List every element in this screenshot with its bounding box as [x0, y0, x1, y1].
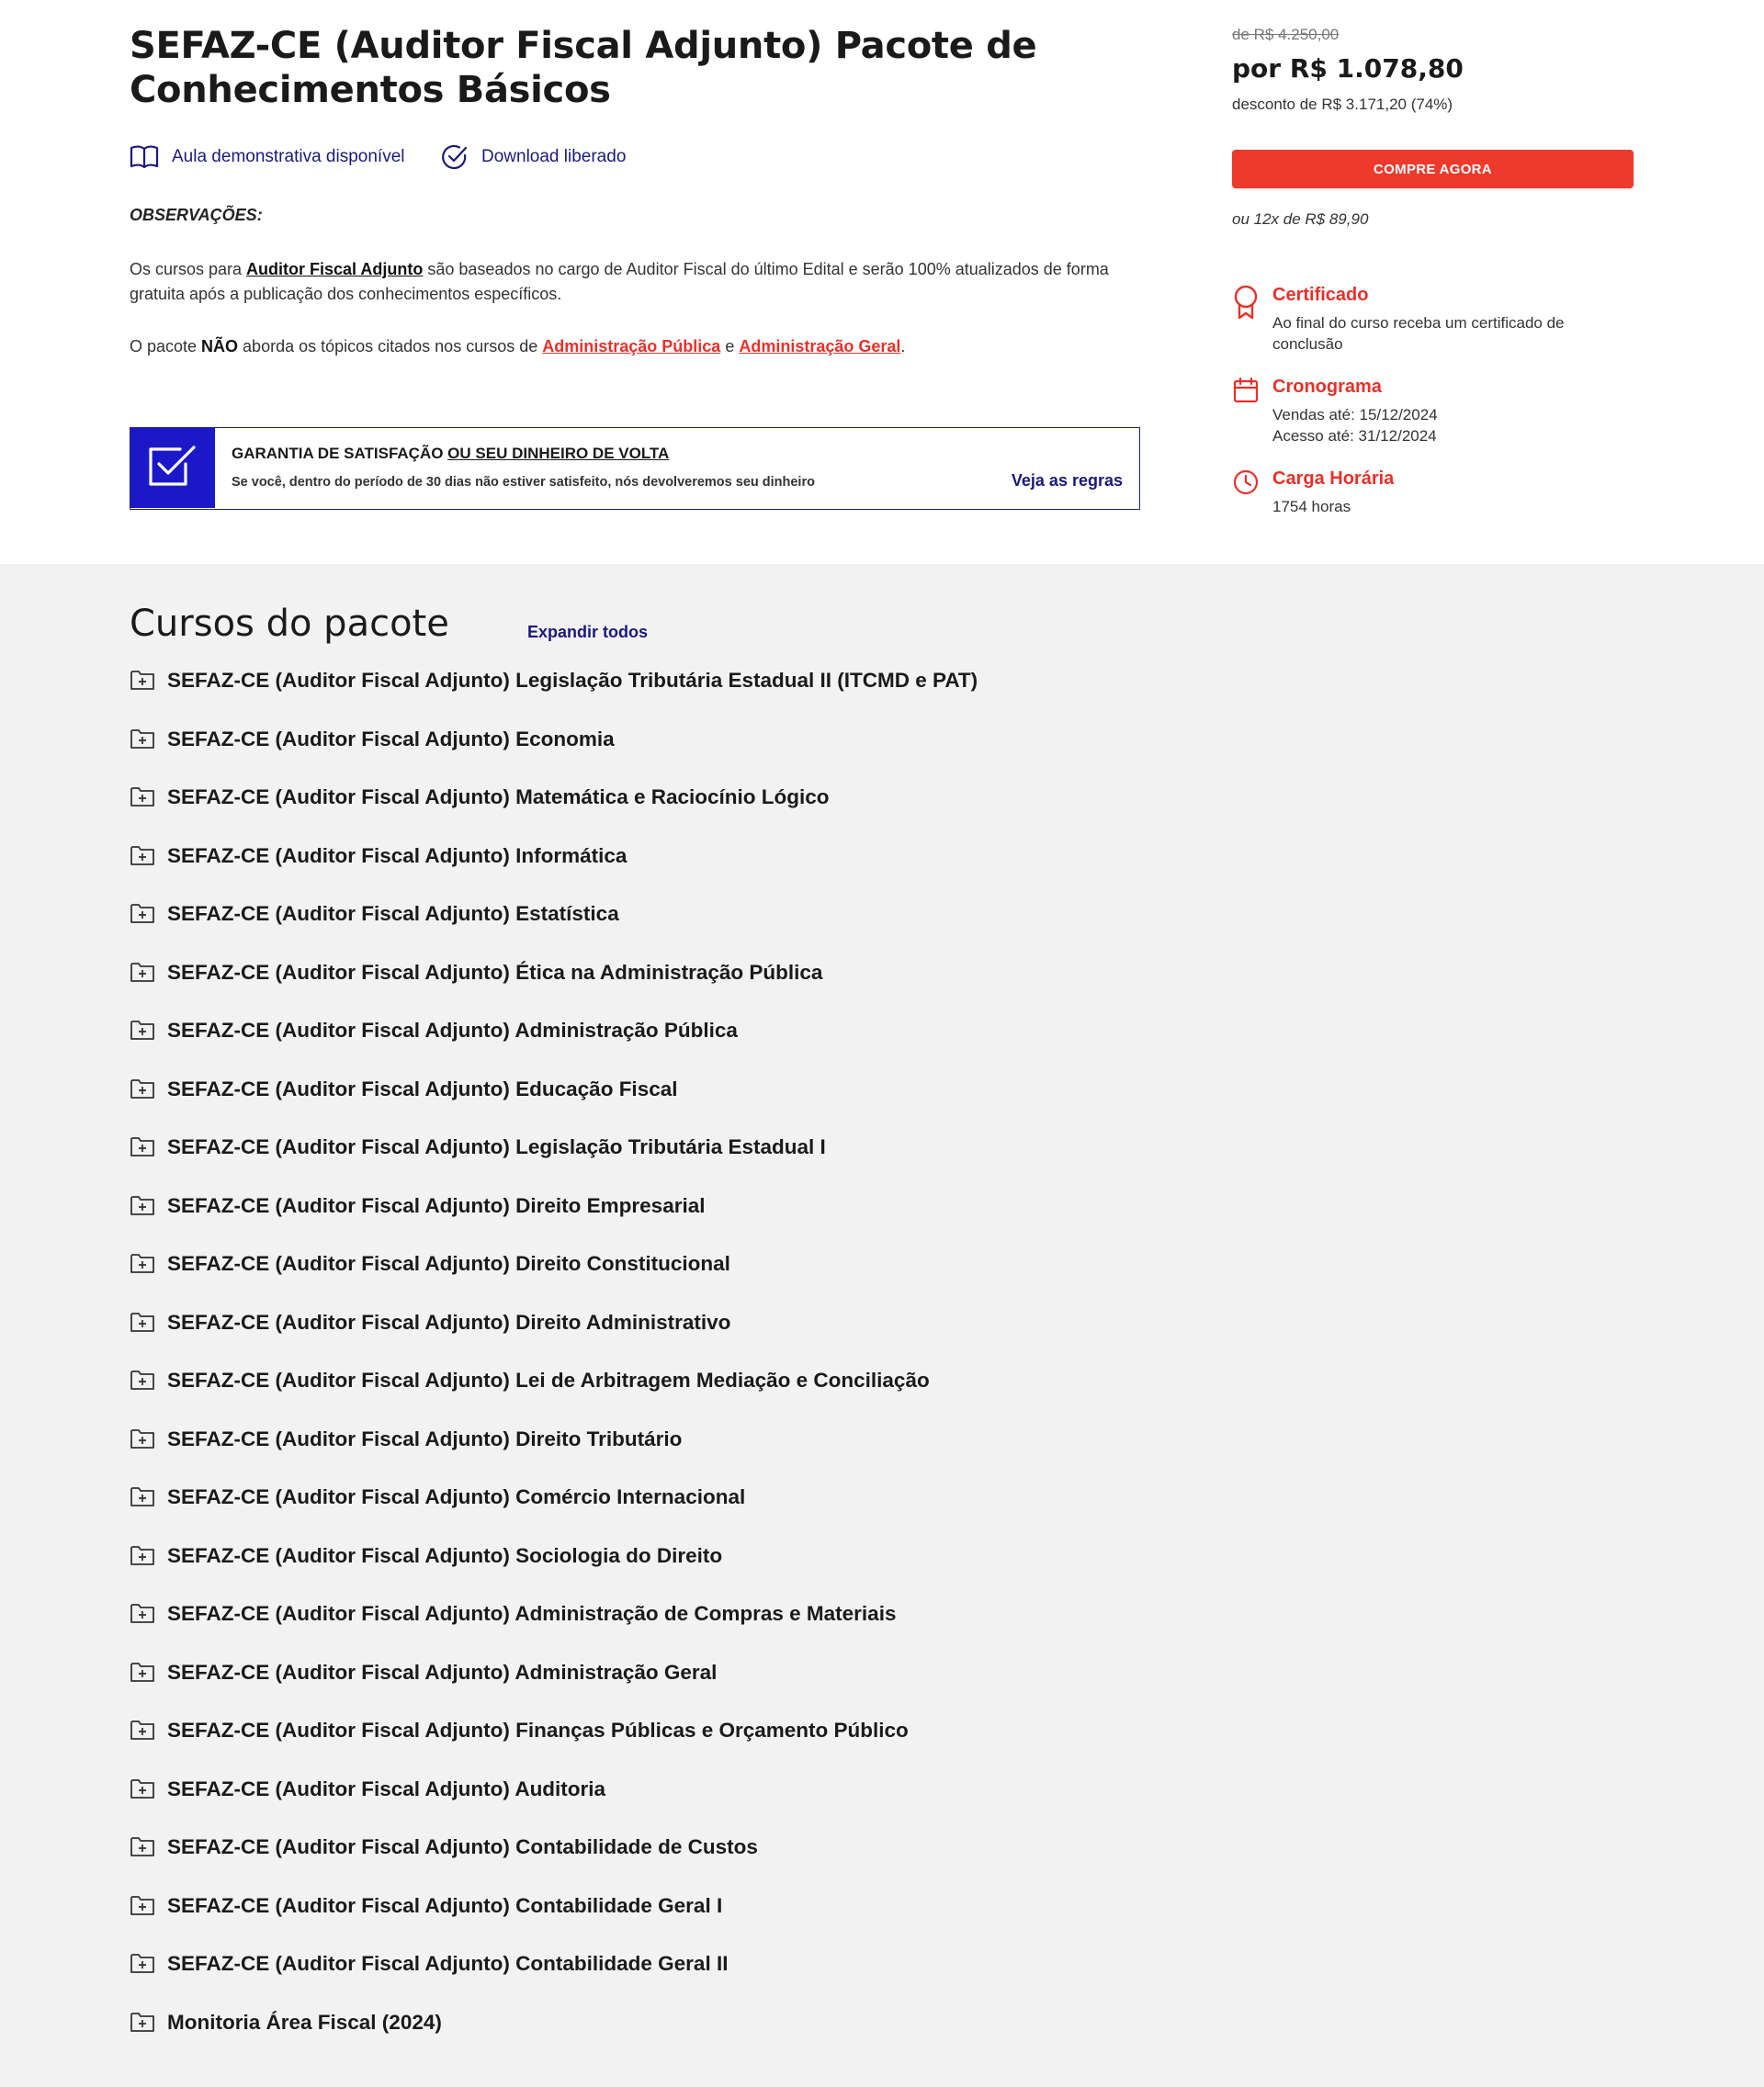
observations-emphasis: NÃO: [201, 337, 239, 355]
guarantee-title-underlined: OU SEU DINHEIRO DE VOLTA: [447, 445, 670, 462]
buy-now-button[interactable]: COMPRE AGORA: [1232, 150, 1634, 188]
guarantee-text: Se você, dentro do período de 30 dias não estiver satisfeito, nós devolveremos seu dinheiro: [232, 475, 815, 490]
course-item[interactable]: [130, 668, 1416, 727]
info-schedule-dates: [1272, 404, 1631, 446]
old-price: de R$ 4.250,00: [1232, 26, 1340, 43]
course-item[interactable]: [130, 1368, 1416, 1427]
folder-plus-icon: [130, 1602, 155, 1624]
folder-plus-icon: [130, 1194, 155, 1216]
course-item[interactable]: [130, 1834, 1416, 1893]
folder-plus-icon: [130, 844, 155, 866]
course-item[interactable]: [130, 1077, 1416, 1135]
folder-plus-icon: [130, 1777, 155, 1799]
course-item-label: SEFAZ-CE (Auditor Fiscal Adjunto) Matemática e Raciocínio Lógico: [167, 785, 830, 808]
course-item-label: SEFAZ-CE (Auditor Fiscal Adjunto) Administração de Compras e Materiais: [167, 1602, 897, 1625]
course-item-label: SEFAZ-CE (Auditor Fiscal Adjunto) Contabilidade de Custos: [167, 1835, 758, 1858]
folder-plus-icon: [130, 1077, 155, 1100]
installments-info: ou 12x de R$ 89,90: [1232, 210, 1369, 228]
course-item-label: SEFAZ-CE (Auditor Fiscal Adjunto) Contabilidade Geral II: [167, 1952, 729, 1975]
access-until: Acesso até: 31/12/2024: [1272, 427, 1437, 445]
folder-plus-icon: [130, 1952, 155, 1974]
course-item[interactable]: [130, 1484, 1416, 1543]
observations-paragraph-1: [130, 257, 1140, 307]
folder-plus-icon: [130, 902, 155, 924]
info-certificate-title: Certificado: [1272, 285, 1369, 305]
course-item-label: SEFAZ-CE (Auditor Fiscal Adjunto) Legislação Tributária Estadual II (ITCMD e PAT): [167, 669, 978, 692]
course-item[interactable]: [130, 1427, 1416, 1485]
folder-plus-icon: [130, 1719, 155, 1741]
observations-text: são baseados no cargo de Auditor Fiscal do último Edital e serão 100% atualizados de forma gratuita após a publicação dos conhecimentos específicos.: [130, 260, 1109, 303]
feature-demo-label: Aula demonstrativa disponível: [172, 147, 405, 166]
course-item-label: SEFAZ-CE (Auditor Fiscal Adjunto) Finanças Públicas e Orçamento Público: [167, 1719, 909, 1742]
link-auditor-fiscal-adjunto[interactable]: Auditor Fiscal Adjunto: [246, 260, 424, 278]
folder-plus-icon: [130, 1661, 155, 1683]
feature-download-label: Download liberado: [481, 147, 627, 166]
guarantee-title-text: GARANTIA DE SATISFAÇÃO: [232, 445, 448, 462]
course-item-label: Monitoria Área Fiscal (2024): [167, 2010, 442, 2034]
course-item[interactable]: [130, 1193, 1416, 1252]
course-item-label: SEFAZ-CE (Auditor Fiscal Adjunto) Comércio Internacional: [167, 1485, 746, 1508]
course-item-label: SEFAZ-CE (Auditor Fiscal Adjunto) Economia: [167, 727, 615, 750]
info-workload-title: Carga Horária: [1272, 468, 1395, 489]
course-item[interactable]: [130, 960, 1416, 1019]
folder-plus-icon: [130, 1544, 155, 1566]
course-item[interactable]: [130, 1251, 1416, 1310]
course-item[interactable]: [130, 1134, 1416, 1193]
folder-plus-icon: [130, 1019, 155, 1041]
folder-plus-icon: [130, 728, 155, 750]
course-item-label: SEFAZ-CE (Auditor Fiscal Adjunto) Direito Tributário: [167, 1427, 683, 1450]
course-item-label: SEFAZ-CE (Auditor Fiscal Adjunto) Ética na Administração Pública: [167, 960, 823, 984]
folder-plus-icon: [130, 669, 155, 691]
observations-title: OBSERVAÇÕES:: [130, 206, 263, 224]
course-item-label: SEFAZ-CE (Auditor Fiscal Adjunto) Informática: [167, 843, 628, 867]
course-item-label: SEFAZ-CE (Auditor Fiscal Adjunto) Educação Fiscal: [167, 1077, 678, 1100]
course-item[interactable]: [130, 1601, 1416, 1660]
folder-plus-icon: [130, 1252, 155, 1274]
folder-plus-icon: [130, 1894, 155, 1916]
link-administracao-publica[interactable]: Administração Pública: [542, 337, 721, 355]
course-item[interactable]: [130, 2010, 1416, 2069]
discount-info: desconto de R$ 3.171,20 (74%): [1232, 96, 1453, 113]
folder-plus-icon: [130, 1485, 155, 1507]
award-ribbon-icon: [1232, 285, 1260, 324]
course-item-label: SEFAZ-CE (Auditor Fiscal Adjunto) Administração Pública: [167, 1019, 738, 1042]
observations-text: O pacote: [130, 337, 202, 355]
calendar-icon: [1232, 377, 1260, 409]
course-item-label: SEFAZ-CE (Auditor Fiscal Adjunto) Contabilidade Geral I: [167, 1893, 723, 1917]
observations-paragraph-2: [130, 334, 1140, 359]
course-item[interactable]: [130, 1543, 1416, 1602]
course-item-label: SEFAZ-CE (Auditor Fiscal Adjunto) Auditoria: [167, 1777, 606, 1800]
folder-plus-icon: [130, 1835, 155, 1857]
check-circle-icon: [441, 143, 469, 171]
folder-plus-icon: [130, 1135, 155, 1157]
package-courses-section: [0, 564, 1764, 2087]
course-item-label: SEFAZ-CE (Auditor Fiscal Adjunto) Sociologia do Direito: [167, 1543, 723, 1567]
guarantee-rules-link[interactable]: Veja as regras: [1011, 471, 1123, 490]
guarantee-badge: [130, 428, 215, 508]
course-item[interactable]: [130, 727, 1416, 785]
page-title: SEFAZ-CE (Auditor Fiscal Adjunto) Pacote de Conhecimentos Básicos: [130, 25, 1037, 111]
info-certificate-text: Ao final do curso receba um certificado de conclusão: [1272, 314, 1565, 353]
course-item[interactable]: [130, 843, 1416, 902]
folder-plus-icon: [130, 785, 155, 807]
folder-plus-icon: [130, 1427, 155, 1450]
course-list: [130, 668, 1416, 2068]
course-item[interactable]: [130, 1777, 1416, 1835]
feature-demo: [130, 143, 404, 171]
folder-plus-icon: [130, 1369, 155, 1391]
course-item-label: SEFAZ-CE (Auditor Fiscal Adjunto) Estatística: [167, 902, 619, 925]
folder-plus-icon: [130, 2011, 155, 2033]
product-header-section: [0, 0, 1764, 564]
current-price: por R$ 1.078,80: [1232, 53, 1464, 84]
link-administracao-geral[interactable]: Administração Geral: [739, 337, 901, 355]
folder-plus-icon: [130, 1311, 155, 1333]
course-item-label: SEFAZ-CE (Auditor Fiscal Adjunto) Direito Constitucional: [167, 1252, 730, 1275]
observations-text: aborda os tópicos citados nos cursos de: [238, 337, 543, 355]
course-item-label: SEFAZ-CE (Auditor Fiscal Adjunto) Direito Administrativo: [167, 1310, 731, 1334]
course-item-label: SEFAZ-CE (Auditor Fiscal Adjunto) Legislação Tributária Estadual I: [167, 1135, 826, 1158]
course-item[interactable]: [130, 901, 1416, 960]
satisfaction-guarantee-banner: [130, 427, 1140, 510]
course-item[interactable]: [130, 1893, 1416, 1952]
guarantee-title: [232, 445, 669, 463]
course-item[interactable]: [130, 1310, 1416, 1369]
course-item-label: SEFAZ-CE (Auditor Fiscal Adjunto) Administração Geral: [167, 1660, 718, 1684]
observations-text: e: [720, 337, 740, 355]
observations-text: Os cursos para: [130, 260, 247, 278]
feature-download: [441, 143, 626, 171]
course-item[interactable]: [130, 1718, 1416, 1777]
course-item[interactable]: [130, 784, 1416, 843]
folder-plus-icon: [130, 961, 155, 983]
open-book-icon: [130, 144, 159, 170]
courses-title: Cursos do pacote: [130, 603, 449, 645]
course-item-label: SEFAZ-CE (Auditor Fiscal Adjunto) Lei de Arbitragem Mediação e Conciliação: [167, 1369, 930, 1392]
course-item[interactable]: [130, 1660, 1416, 1719]
sales-until: Vendas até: 15/12/2024: [1272, 406, 1438, 423]
observations-text: .: [900, 337, 906, 355]
info-workload-text: 1754 horas: [1272, 498, 1351, 515]
course-item[interactable]: [130, 1018, 1416, 1077]
checkbox-checked-icon: [147, 442, 198, 494]
info-schedule-title: Cronograma: [1272, 377, 1382, 397]
clock-icon: [1232, 468, 1260, 501]
expand-all-link[interactable]: Expandir todos: [527, 623, 649, 641]
course-item[interactable]: [130, 1951, 1416, 2010]
course-item-label: SEFAZ-CE (Auditor Fiscal Adjunto) Direito Empresarial: [167, 1193, 706, 1217]
